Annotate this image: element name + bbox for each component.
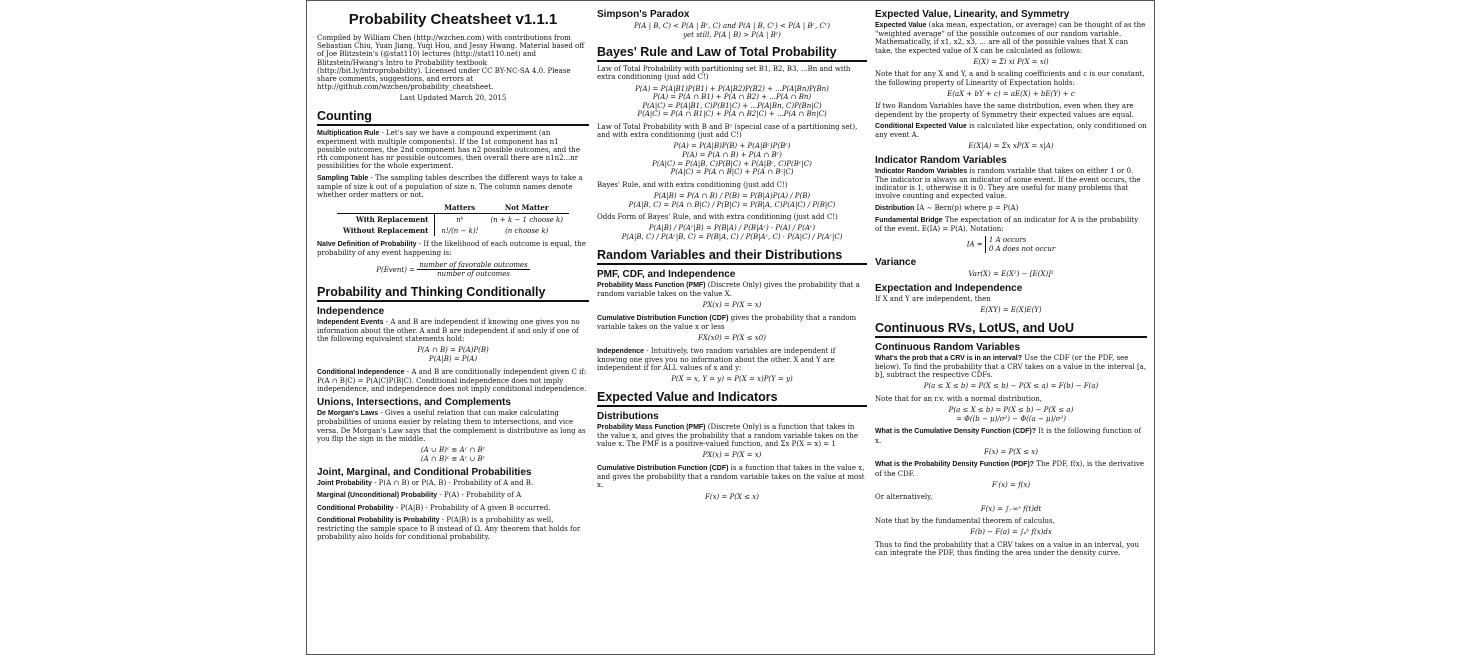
- section-heading: Probability and Thinking Conditionally: [317, 285, 589, 302]
- term: What is the Cumulative Density Function (CDF)?: [875, 428, 1037, 436]
- subsection-heading: Variance: [875, 257, 917, 269]
- equation-line: P(A|C) = P(A ∩ B1|C) + P(A ∩ B2|C) + ...P(A ∩ Bn|C): [637, 110, 827, 119]
- case-line: 1 A occurs: [988, 236, 1027, 245]
- paragraph: [875, 21, 1147, 55]
- paragraph-text: The expectation of an indicator for A is the probability of the event. E(IA) = P(A). Notation:: [875, 215, 1139, 234]
- equation-line: = Φ((b − μ)/σ²) − Φ((a − μ)/σ²): [955, 414, 1066, 423]
- term: Expected Value: [875, 22, 927, 29]
- paragraph-text: (Discrete Only) is a function that takes in the value x, and gives the probability that a random variable takes on the value x. The PMF is a positive-valued function, and Σx P(X = x) = 1: [597, 422, 859, 449]
- paragraph: [875, 427, 1147, 444]
- paragraph-text: - The sampling tables describes the different ways to take a sample of size k out of a population of size n. The column names denote whether order matters or not.: [317, 173, 583, 200]
- paragraph-text: is a function that takes in the value x, and gives the probability that a random variable takes on the value at most x.: [597, 463, 865, 490]
- section-heading: Continuous RVs, LotUS, and UoU: [875, 321, 1147, 338]
- term: Conditional Expected Value: [875, 122, 967, 130]
- column-1: [317, 5, 589, 650]
- paragraph: [597, 281, 867, 298]
- paragraph: [597, 347, 867, 373]
- equation: F(x) = P(X ≤ x): [704, 492, 759, 501]
- equation: E(X) = Σi xi P(X = xi): [973, 57, 1049, 66]
- term: Indicator Random Variables: [875, 167, 968, 175]
- term: What is the Probability Density Function (PDF)?: [875, 461, 1035, 469]
- subsection-heading: Joint, Marginal, and Conditional Probabilities: [317, 467, 532, 479]
- term: Marginal (Unconditional) Probability: [317, 492, 438, 500]
- paragraph: [317, 129, 589, 171]
- section-heading: Counting: [317, 109, 589, 126]
- table-cell: nᵏ: [456, 215, 464, 224]
- equation: [597, 85, 867, 119]
- equation: FX(x0) = P(X ≤ x0): [698, 333, 766, 342]
- term: Independence: [597, 347, 645, 355]
- paragraph: Note that for an r.v. with a normal distribution,: [875, 395, 1042, 404]
- equation: [875, 236, 1147, 253]
- equation-line: (A ∪ B)ᶜ ≡ Aᶜ ∩ Bᶜ: [420, 446, 486, 455]
- paragraph: [317, 516, 589, 542]
- paragraph-text: gives the probability that a random variable takes on the value x or less: [597, 313, 857, 331]
- term: Conditional Probability is Probability: [317, 516, 440, 524]
- page-title: Probability Cheatsheet v1.1.1: [348, 11, 558, 28]
- paragraph-text: It is the following function of x.: [875, 427, 1142, 445]
- equation: [317, 346, 589, 363]
- paragraph: [317, 409, 589, 443]
- equation-line: P(A) = P(A ∩ B) + P(A ∩ Bᶜ): [682, 150, 782, 159]
- paragraph-text: - Gives a useful relation that can make calculating probabilities of unions easier by relating them to intersections, and vice versa. De Morgan's Law says that the complement is distributive as long as you flip the sign in the middle.: [317, 409, 586, 443]
- paragraph-text: is random variable that takes on either 1 or 0. The indicator is always an indicator of some event. If the event occurs, the indicator is 1, otherwise it is 0. They are useful for many problems that involve counting and expected value.: [875, 166, 1141, 201]
- paragraph-text: (aka mean, expectation, or average) can be thought of as the "weighted average" of the possible outcomes of our random variable. Mathematically, if x1, x2, x3, ... are all of the possible values that X can take, the expected value of X can be calculated as follows:: [875, 21, 1146, 55]
- equation-line: P(A|C) = P(A|B1, C)P(B1|C) + ...P(A|Bn, C)P(Bn|C): [642, 101, 822, 110]
- term: Cumulative Distribution Function (CDF): [597, 464, 729, 472]
- fraction: [417, 261, 529, 279]
- paragraph: Law of Total Probability with B and Bᶜ (special case of a partitioning set), and with extra conditioning (just add C!): [597, 122, 858, 140]
- term: Cumulative Distribution Function (CDF): [597, 314, 729, 322]
- equation: [597, 192, 867, 209]
- paragraph: [317, 318, 589, 344]
- sampling-table: [337, 202, 569, 236]
- equation-line: P(A|B) = P(A ∩ B) / P(B) = P(B|A)P(A) / P(B): [653, 191, 811, 200]
- equation: Var(X) = E(X²) − [E(X)]²: [968, 270, 1054, 279]
- term: Distribution: [875, 204, 915, 212]
- naive-lhs: P(Event) =: [376, 265, 416, 274]
- paragraph-text: - A and B are conditionally independent given C if: P(A ∩ B|C) = P(A|C)P(B|C). Conditional independence does not imply independence, and independence does not imply conditional independence.: [317, 367, 587, 394]
- paragraph-text: - P(A ∩ B) or P(A, B) - Probability of A and B.: [371, 479, 534, 488]
- equation-line: P(A) = P(A|B)P(B) + P(A|Bᶜ)P(Bᶜ): [673, 142, 791, 151]
- paragraph-text: - P(A|B) is a probability as well, restricting the sample space to B instead of Ω. Any theorem that holds for probability also holds for conditional probability.: [317, 515, 581, 542]
- row-label: Without Replacement: [337, 225, 435, 236]
- section-heading: Expected Value and Indicators: [597, 390, 867, 407]
- paragraph: [875, 167, 1147, 201]
- equation: [875, 406, 1147, 423]
- table-cell: n!/(n − k)!: [441, 226, 479, 235]
- term: Multiplication Rule: [317, 129, 380, 137]
- equation: [597, 142, 867, 176]
- paragraph-text: - P(A|B) - Probability of A given B occurred.: [393, 503, 551, 512]
- equation: P(X = x, Y = y) = P(X = x)P(Y = y): [671, 375, 793, 384]
- term: Probability Mass Function (PMF): [597, 423, 706, 431]
- paragraph-text: - Intuitively, two random variables are independent if knowing one gives you no information about the other. X and Y are independent if for ALL values of x and y:: [597, 346, 836, 372]
- paragraph-text: - A and B are independent if knowing one gives you no information about the other. A and B are independent if and only if one of the following equivalent statements hold:: [317, 317, 580, 344]
- subsection-heading: Simpson's Paradox: [597, 9, 690, 20]
- paragraph: [875, 204, 1147, 213]
- paragraph: [875, 354, 1147, 380]
- denominator: number of outcomes: [437, 270, 510, 279]
- term: Probability Mass Function (PMF): [597, 281, 706, 289]
- paragraph-text: Use the CDF (or the PDF, see below). To find the probability that a CRV takes on a value in the interval [a, b], subtract the respective CDFs.: [875, 353, 1147, 380]
- numerator: number of favorable outcomes: [419, 260, 528, 269]
- subsection-heading: PMF, CDF, and Independence: [597, 268, 736, 280]
- table-cell: (n choose k): [505, 226, 549, 235]
- equation-line: (A ∩ B)ᶜ ≡ Aᶜ ∪ Bᶜ: [420, 454, 486, 463]
- paragraph: Note that by the fundamental theorem of calculus,: [875, 517, 1055, 526]
- paragraph-text: (Discrete Only) gives the probability that a random variable takes on the value X.: [597, 280, 860, 298]
- section-heading: Random Variables and their Distributions: [597, 248, 867, 265]
- paragraph: [597, 423, 867, 449]
- equation: [597, 22, 867, 39]
- paragraph: [317, 491, 589, 500]
- intro-text: Compiled by William Chen (http://wzchen.com) with contributions from Sebastian Chiu, Yuan Jiang, Yuqi Hou, and Jessy Hwang. Material based off of Joe Blitzstein's (@stat110) lectures (http://stat110.net) and Blitzstein/Hwang's Intro to Probability textbook (http://bit.ly/introprobability). Licensed under CC BY-NC-SA 4.0. Please share comments, suggestions, and errors at http://github.com/wzchen/probability_cheatsheet.: [317, 34, 585, 92]
- table-header: Matters: [435, 202, 485, 214]
- subsection-heading: Distributions: [597, 410, 659, 422]
- table-row: [337, 225, 569, 236]
- cases: [985, 236, 1055, 253]
- term: Joint Probability: [317, 480, 372, 488]
- row-label: With Replacement: [337, 214, 435, 226]
- term: Conditional Probability: [317, 504, 394, 512]
- equation-line: P(A|C) = P(A ∩ B|C) + P(A ∩ Bᶜ|C): [670, 168, 794, 177]
- equation-line: P(A|B, C) = P(A ∩ B|C) / P(B|C) = P(B|A, C)P(A|C) / P(B|C): [628, 200, 836, 209]
- equation: F(b) − F(a) = ∫ₐᵇ f(x)dx: [970, 528, 1052, 537]
- equation-line: P(A|C) = P(A|B, C)P(B|C) + P(A|Bᶜ, C)P(Bᶜ|C): [652, 159, 812, 168]
- equation: F(x) = P(X ≤ x): [983, 447, 1038, 456]
- paragraph-text: - P(A) - Probability of A: [437, 491, 522, 500]
- paragraph-text: The PDF, f(x), is the derivative of the CDF.: [875, 460, 1145, 478]
- section-heading: Bayes' Rule and Law of Total Probability: [597, 45, 867, 62]
- term: Independent Events: [317, 318, 384, 326]
- paragraph: Or alternatively,: [875, 493, 933, 502]
- subsection-heading: Independence: [317, 305, 385, 317]
- term: Naïve Definition of Probability: [317, 241, 417, 249]
- equation-line: P(A) = P(A|B1)P(B1) + P(A|B2)P(B2) + ...P(A|Bn)P(Bn): [635, 84, 829, 93]
- paragraph: [875, 216, 1147, 233]
- paragraph: [317, 504, 589, 513]
- equation: E(aX + bY + c) = aE(X) + bE(Y) + c: [947, 89, 1075, 98]
- paragraph-text: IA ∼ Bern(p) where p = P(A): [914, 203, 1019, 212]
- paragraph: Law of Total Probability with partitioning set B1, B2, B3, ...Bn and with extra conditioning (just add C!): [597, 65, 851, 82]
- equation: F′(x) = f(x): [991, 480, 1031, 489]
- subsection-heading: Continuous Random Variables: [875, 341, 1021, 353]
- table-row: [337, 214, 569, 226]
- equation: PX(x) = P(X = x): [702, 451, 762, 460]
- last-updated: Last Updated March 20, 2015: [399, 94, 507, 103]
- paragraph: [317, 368, 589, 394]
- paragraph: [875, 122, 1147, 139]
- indicator-lhs: IA =: [966, 240, 983, 249]
- table-corner: [337, 202, 435, 214]
- paragraph-text: - Let's say we have a compound experiment (an experiment with multiple components). If the 1st component has n1 possible outcomes, the 2nd component has n2 possible outcomes, and the rth component has nr possible outcomes, then overall there are n1n2...nr possibilities for the whole experiment.: [317, 128, 580, 171]
- term: De Morgan's Laws: [317, 410, 379, 418]
- paragraph: Odds Form of Bayes' Rule, and with extra conditioning (just add C!): [597, 213, 838, 222]
- table-header: Not Matter: [484, 202, 569, 214]
- term: Conditional Independence: [317, 368, 405, 376]
- equation-line: P(A) = P(A ∩ B1) + P(A ∩ B2) + ...P(A ∩ Bn): [652, 93, 812, 102]
- subsection-heading: Indicator Random Variables: [875, 154, 1007, 166]
- equation-line: P(A|B) = P(A): [428, 355, 478, 364]
- subsection-heading: Unions, Intersections, and Complements: [317, 397, 511, 409]
- equation: E(X|A) = Σx xP(X = x|A): [968, 142, 1054, 151]
- cheatsheet-page: [306, 0, 1155, 655]
- equation: E(XY) = E(X)E(Y): [980, 306, 1042, 315]
- paragraph: [317, 479, 589, 488]
- paragraph: If X and Y are independent, then: [875, 295, 991, 304]
- equation: [317, 261, 589, 279]
- paragraph: Note that for any X and Y, a and b scaling coefficients and c is our constant, the following property of Linearity of Expectation holds:: [875, 70, 1145, 87]
- case-line: 0 A does not occur: [988, 244, 1056, 253]
- paragraph-text: is calculated like expectation, only conditioned on any event A.: [875, 121, 1147, 140]
- column-3: [875, 5, 1147, 650]
- equation: P(a ≤ X ≤ b) = P(X ≤ b) − P(X ≤ a) = F(b) − F(a): [923, 382, 1099, 391]
- equation: [317, 446, 589, 463]
- subsection-heading: Expected Value, Linearity, and Symmetry: [875, 9, 1070, 20]
- equation-line: P(A|B) / P(Aᶜ|B) = P(B|A) / P(B|Aᶜ) · P(A) / P(Aᶜ): [648, 224, 816, 233]
- paragraph: [597, 464, 867, 490]
- term: Sampling Table: [317, 174, 369, 182]
- subsection-heading: Expectation and Independence: [875, 283, 1023, 295]
- equation: F(x) = ∫₋∞ˣ f(t)dt: [980, 504, 1042, 513]
- table-header-row: [337, 202, 569, 214]
- paragraph: [317, 174, 589, 200]
- equation-line: P(A|B, C) / P(Aᶜ|B, C) = P(B|A, C) / P(B|Aᶜ, C) · P(A|C) / P(Aᶜ|C): [621, 232, 843, 241]
- paragraph: Thus to find the probability that a CRV takes on a value in an interval, you can integrate the PDF, thus finding the area under the density curve.: [875, 541, 1140, 558]
- paragraph: [317, 240, 589, 257]
- term: What's the prob that a CRV is in an interval?: [875, 354, 1022, 362]
- paragraph: [875, 460, 1147, 477]
- equation-line: P(A ∩ B) = P(A)P(B): [417, 346, 489, 355]
- paragraph: [597, 314, 867, 331]
- equation: PX(x) = P(X = x): [702, 300, 762, 309]
- equation-line: P(a ≤ X ≤ b) = P(X ≤ b) − P(X ≤ a): [948, 406, 1074, 415]
- paragraph-text: - If the likelihood of each outcome is equal, the probability of any event happening is:: [317, 240, 586, 258]
- column-2: [597, 5, 867, 650]
- paragraph: Bayes' Rule, and with extra conditioning (just add C!): [597, 180, 788, 189]
- equation-line: yet still, P(A | B) > P(A | Bᶜ): [683, 30, 781, 39]
- term: Fundamental Bridge: [875, 216, 943, 224]
- table-cell: (n + k − 1 choose k): [490, 215, 564, 224]
- paragraph: If two Random Variables have the same distribution, even when they are dependent by the property of Symmetry their expected values are equal.: [875, 102, 1134, 119]
- equation: [597, 224, 867, 241]
- equation-line: P(A | B, C) < P(A | Bᶜ, C) and P(A | B, Cᶜ) < P(A | Bᶜ, Cᶜ): [633, 22, 831, 30]
